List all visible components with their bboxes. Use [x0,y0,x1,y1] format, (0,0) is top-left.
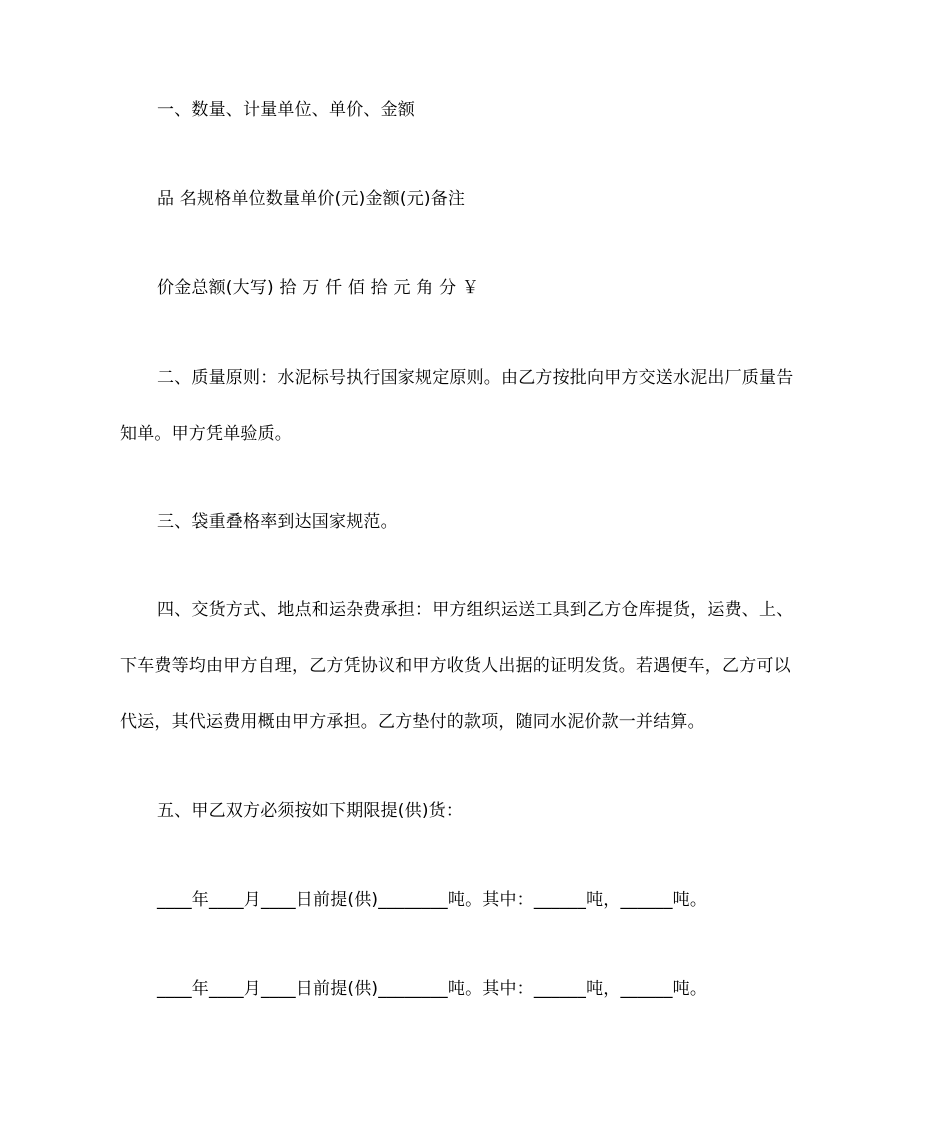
section-2-line-1: 二、质量原则：水泥标号执行国家规定原则。由乙方按批向甲方交送水泥出厂质量告 [157,368,794,388]
delivery-schedule-line-2: ____年____月____日前提(供)________吨。其中：______吨，______吨。 [157,979,708,999]
table-header-line: 品 名规格单位数量单价(元)金额(元)备注 [157,189,466,209]
section-4-line-2: 下车费等均由甲方自理，乙方凭协议和甲方收货人出据的证明发货。若遇便车，乙方可以 [120,656,791,676]
section-2-line-2: 知单。甲方凭单验质。 [120,424,292,444]
total-amount-line: 价金总额(大写) 拾 万 仟 佰 拾 元 角 分 ￥ [157,278,480,298]
section-4-line-1: 四、交货方式、地点和运杂费承担：甲方组织运送工具到乙方仓库提货，运费、上、 [157,600,794,620]
section-5-heading: 五、甲乙双方必须按如下期限提(供)货： [157,801,464,821]
section-3-line: 三、袋重叠格率到达国家规范。 [157,512,398,532]
section-1-heading: 一、数量、计量单位、单价、金额 [157,100,415,120]
section-4-line-3: 代运，其代运费用概由甲方承担。乙方垫付的款项，随同水泥价款一并结算。 [120,712,705,732]
delivery-schedule-line-1: ____年____月____日前提(供)________吨。其中：______吨，______吨。 [157,890,708,910]
